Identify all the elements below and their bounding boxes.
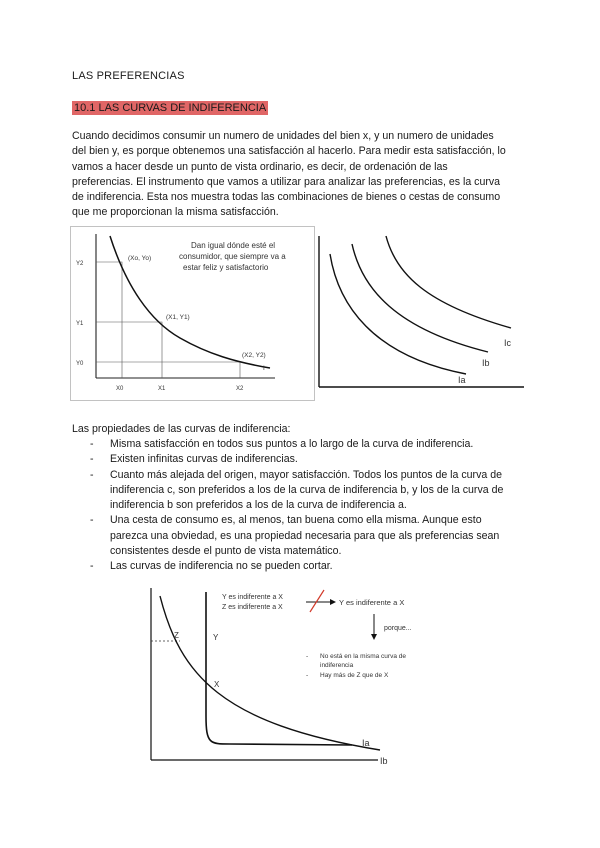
- x-tick-label: X0: [116, 386, 124, 392]
- point-label: Y: [213, 633, 219, 642]
- point-label: Z: [174, 631, 179, 640]
- statement-line: Y es indiferente a X: [222, 594, 283, 601]
- annotation-note-line: consumidor, que siempre va a: [179, 252, 286, 261]
- list-item: - Cuanto más alejada del origen, mayor satisfacción. Todos los puntos de la curva de indiferencia c, son preferidos a los de la curva de indiferencia b, y los de la curva de indiferencia b son preferidos a los de la curva de indiferencia a.: [90, 468, 504, 512]
- x-tick-label: X2: [236, 386, 244, 392]
- indifference-curve-c: [386, 236, 511, 328]
- point-label: (X2, Y2): [242, 352, 266, 359]
- list-item: - Las curvas de indiferencia no se pueden cortar.: [90, 560, 333, 573]
- section-heading: 10.1 LAS CURVAS DE INDIFERENCIA: [74, 102, 267, 114]
- document-title: LAS PREFERENCIAS: [72, 70, 185, 82]
- annotation-note-line: estar feliz y satisfactorio: [183, 263, 269, 272]
- guide-lines-p2: [96, 362, 240, 378]
- curve-label: Ic: [504, 338, 512, 348]
- list-item: - Existen infinitas curvas de indiferencias.: [90, 453, 298, 466]
- intro-line: de indiferencia. Esta nos muestra todas las combinaciones de bienes o cestas de consumo: [72, 191, 501, 204]
- curve-label: Ib: [380, 756, 388, 766]
- guide-lines-p0: [96, 262, 122, 378]
- curve-label: Ia: [458, 375, 466, 385]
- reason-line: No está en la misma curva de: [320, 653, 406, 660]
- annotation-note-line: Dan igual dónde esté el: [191, 241, 276, 250]
- list-item: - Misma satisfacción en todos sus puntos a lo largo de la curva de indiferencia.: [90, 438, 474, 450]
- intro-line: preferencias. El instrumento que vamos a utilizar para analizar las preferencias, es la curva: [72, 175, 501, 188]
- point-label: X: [214, 680, 220, 689]
- cross-out-icon: [310, 590, 324, 612]
- y-tick-label: Y0: [76, 361, 84, 367]
- intro-line: Cuando decidimos consumir un numero de unidades del bien x, y un numero de unidades: [72, 130, 494, 142]
- curve-label: Ib: [482, 358, 490, 368]
- curve-label: Ia: [362, 738, 370, 748]
- conclusion-text: Y es indiferente a X: [339, 598, 405, 607]
- figure-indifference-curve-points: [70, 226, 315, 401]
- figure-crossing-curves: [140, 584, 460, 774]
- arrow-head-icon: [330, 599, 336, 605]
- properties-title: Las propiedades de las curvas de indiferencia:: [72, 423, 291, 435]
- curve-label: I: [263, 365, 265, 372]
- down-arrow-head-icon: [371, 634, 377, 640]
- intro-paragraph: [72, 129, 530, 221]
- properties-list: [90, 437, 530, 575]
- point-label: (X1, Y1): [166, 314, 190, 321]
- list-item: - Una cesta de consumo es, al menos, tan buena como ella misma. Aunque esto parezca una obviedad, es una propiedad necesaria para que als preferencias sean consistentes desde el punto de vista matemático.: [90, 514, 500, 558]
- figure-indifference-map: [316, 234, 528, 390]
- intro-line: vamos a hacer desde un punto de vista ordinario, es decir, de ordenación de las: [72, 160, 448, 173]
- intro-line: que me proporcionan la misma satisfacción.: [72, 206, 279, 219]
- reason-dash: -: [306, 653, 309, 660]
- y-tick-label: Y1: [76, 321, 84, 327]
- porque-text: porque...: [384, 625, 412, 632]
- indifference-curve-b: [352, 244, 488, 352]
- guide-lines-p1: [96, 322, 162, 378]
- reason-line: Hay más de Z que de X: [320, 672, 389, 679]
- reason-line: indiferencia: [320, 662, 354, 669]
- intro-line: del bien y, es porque obtenemos una satisfacción al hacerlo. Para medir esta satisfacción, lo: [72, 145, 506, 158]
- x-tick-label: X1: [158, 386, 166, 392]
- statement-line: Z es indiferente a X: [222, 604, 283, 611]
- point-label: (Xo, Yo): [128, 255, 152, 262]
- y-tick-label: Y2: [76, 261, 84, 267]
- reason-dash: -: [306, 672, 309, 679]
